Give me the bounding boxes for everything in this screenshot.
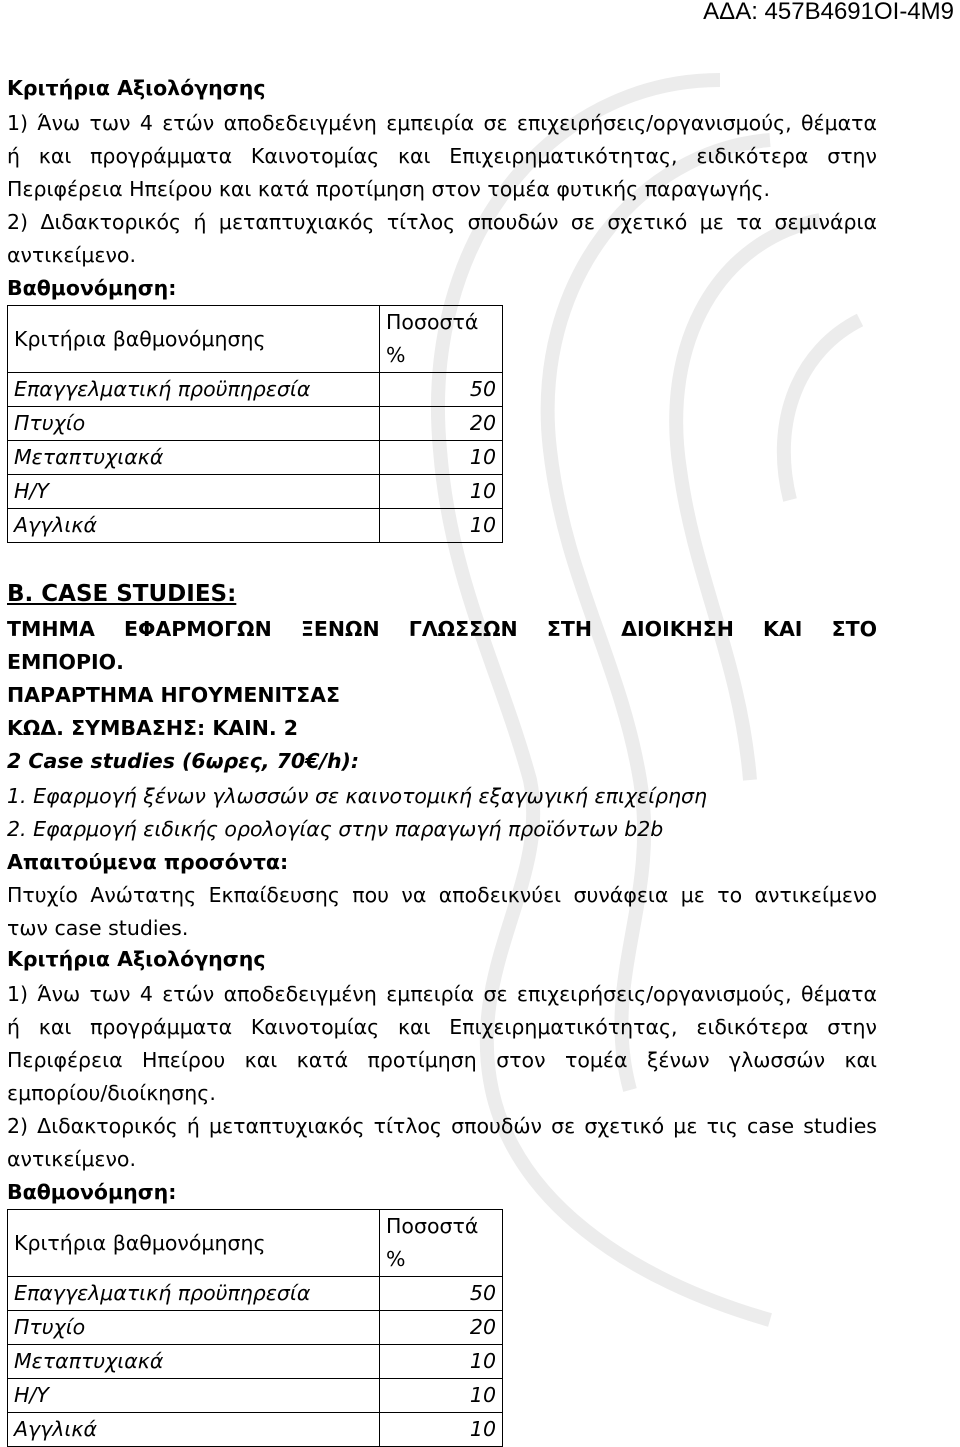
table-cell: 10: [380, 1379, 503, 1413]
criteria-title: Κριτήρια Αξιολόγησης: [7, 947, 266, 971]
table-cell: Πτυχίο: [8, 407, 380, 441]
table-cell: 10: [380, 509, 503, 543]
table-row: [8, 373, 503, 407]
table-cell: 10: [380, 475, 503, 509]
department-line: ΕΜΠΟΡΙΟ.: [7, 650, 124, 674]
table-cell: 10: [380, 441, 503, 475]
table-cell: Αγγλικά: [8, 1413, 380, 1447]
branch-line: ΠΑΡΑΡΤΗΜΑ ΗΓΟΥΜΕΝΙΤΣΑΣ: [7, 683, 341, 707]
contract-code: ΚΩΔ. ΣΥΜΒΑΣΗΣ: ΚΑΙΝ. 2: [7, 716, 299, 740]
criteria-line: ή και προγράμματα Καινοτομίας και Επιχειρηματικότητας, ειδικότερα στην: [7, 144, 877, 168]
case-study-item: 1. Εφαρμογή ξένων γλωσσών σε καινοτομική εξαγωγική επιχείρηση: [7, 784, 708, 808]
table-header-row: [8, 1210, 503, 1277]
table-row: [8, 1311, 503, 1345]
grading-table: [7, 305, 503, 543]
qualifications-title: Απαιτούμενα προσόντα:: [7, 850, 289, 874]
section-title: Β. CASE STUDIES:: [7, 581, 237, 607]
criteria-line: αντικείμενο.: [7, 243, 136, 267]
qualifications-line: Πτυχίο Ανώτατης Εκπαίδευσης που να αποδεικνύει συνάφεια με το αντικείμενο: [7, 883, 877, 907]
table-row: [8, 1413, 503, 1447]
table-cell: Μεταπτυχιακά: [8, 441, 380, 475]
criteria-line: 1) Άνω των 4 ετών αποδεδειγμένη εμπειρία σε επιχειρήσεις/οργανισμούς, θέματα: [7, 982, 877, 1006]
table-cell: Επαγγελματική προϋπηρεσία: [8, 1277, 380, 1311]
table-cell: 10: [380, 1345, 503, 1379]
table-cell: 50: [380, 373, 503, 407]
table-cell: Η/Υ: [8, 1379, 380, 1413]
table-cell: 20: [380, 1311, 503, 1345]
table-cell: Επαγγελματική προϋπηρεσία: [8, 373, 380, 407]
table-cell: Πτυχίο: [8, 1311, 380, 1345]
table-cell: 20: [380, 407, 503, 441]
case-studies-title: 2 Case studies (6ωρες, 70€/h):: [7, 749, 360, 773]
table-row: [8, 1277, 503, 1311]
table-cell: Η/Υ: [8, 475, 380, 509]
grading-title: Βαθμονόμηση:: [7, 276, 177, 300]
criteria-line: 2) Διδακτορικός ή μεταπτυχιακός τίτλος σπουδών σε σχετικό με τις case studies: [7, 1114, 877, 1138]
table-header-cell: Ποσοστά %: [380, 306, 503, 373]
department-line: ΤΜΗΜΑ ΕΦΑΡΜΟΓΩΝ ΞΕΝΩΝ ΓΛΩΣΣΩΝ ΣΤΗ ΔΙΟΙΚΗΣΗ ΚΑΙ ΣΤΟ: [7, 617, 877, 641]
criteria-line: εμπορίου/διοίκησης.: [7, 1081, 216, 1105]
criteria-line: Περιφέρεια Ηπείρου και κατά προτίμηση στον τομέα ξένων γλωσσών και: [7, 1048, 877, 1072]
criteria-line: αντικείμενο.: [7, 1147, 136, 1171]
table-row: [8, 1345, 503, 1379]
grading-title: Βαθμονόμηση:: [7, 1180, 177, 1204]
table-row: [8, 509, 503, 543]
table-cell: Μεταπτυχιακά: [8, 1345, 380, 1379]
case-study-item: 2. Εφαρμογή ειδικής ορολογίας στην παραγωγή προϊόντων b2b: [7, 817, 664, 841]
criteria-title: Κριτήρια Αξιολόγησης: [7, 76, 266, 100]
table-row: [8, 475, 503, 509]
criteria-line: 1) Άνω των 4 ετών αποδεδειγμένη εμπειρία σε επιχειρήσεις/οργανισμούς, θέματα: [7, 111, 877, 135]
table-cell: 50: [380, 1277, 503, 1311]
table-row: [8, 1379, 503, 1413]
table-cell: Αγγλικά: [8, 509, 380, 543]
criteria-line: 2) Διδακτορικός ή μεταπτυχιακός τίτλος σπουδών σε σχετικό με τα σεμινάρια: [7, 210, 877, 234]
criteria-line: ή και προγράμματα Καινοτομίας και Επιχειρηματικότητας, ειδικότερα στην: [7, 1015, 877, 1039]
table-header-cell: Ποσοστά %: [380, 1210, 503, 1277]
qualifications-line: των case studies.: [7, 916, 189, 940]
grading-table: [7, 1209, 503, 1447]
table-header-cell: Κριτήρια βαθμονόμησης: [8, 306, 380, 373]
table-row: [8, 441, 503, 475]
criteria-line: Περιφέρεια Ηπείρου και κατά προτίμηση στον τομέα φυτικής παραγωγής.: [7, 177, 771, 201]
table-cell: 10: [380, 1413, 503, 1447]
table-row: [8, 407, 503, 441]
table-header-row: [8, 306, 503, 373]
table-header-cell: Κριτήρια βαθμονόμησης: [8, 1210, 380, 1277]
ada-code: ΑΔΑ: 457Β4691ΟΙ-4Μ9: [703, 0, 954, 25]
